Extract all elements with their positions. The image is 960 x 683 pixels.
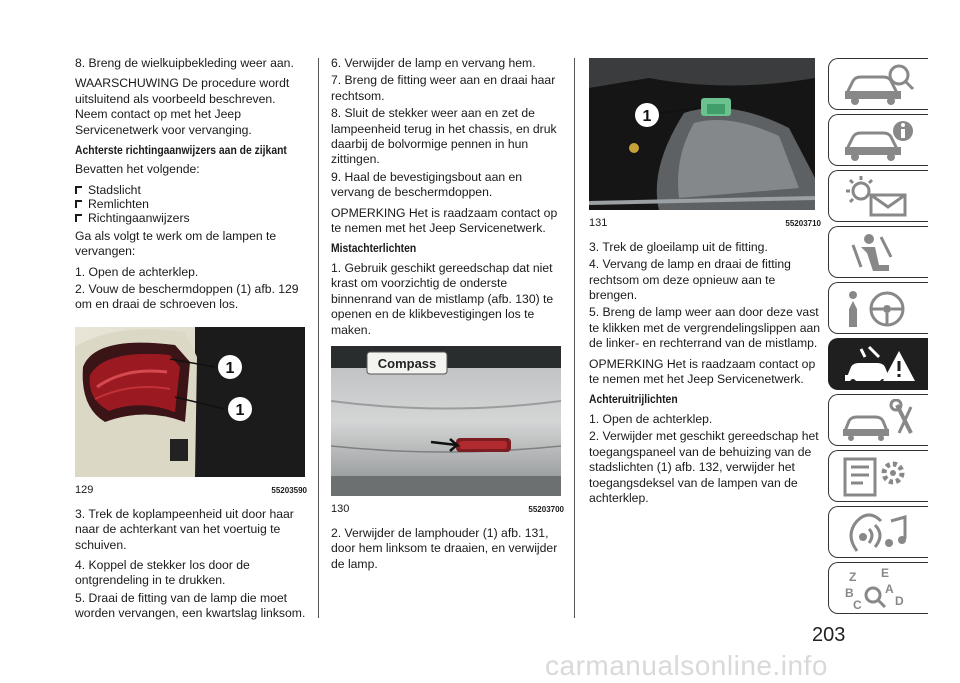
tab-tech-data[interactable]: [828, 450, 928, 502]
intro-text: Bevatten het volgende:: [75, 162, 200, 177]
warning-lights-icon: [839, 175, 919, 219]
step-text: 3. Trek de gloeilamp uit de fitting.: [589, 239, 768, 254]
step-text: 4. Vervang de lamp en draai de fitting rechtsom om deze opnieuw aan te brengen.: [589, 257, 791, 303]
figure-code: 55203590: [271, 486, 307, 496]
tab-warning-lights[interactable]: [828, 170, 928, 222]
list-item: Remlichten: [75, 197, 307, 211]
column-divider: [318, 58, 319, 618]
column-divider: [574, 58, 575, 618]
figure-code: 55203700: [528, 505, 564, 515]
multimedia-icon: [839, 511, 919, 555]
step-text: 6. Verwijder de lamp en vervang hem.: [331, 56, 536, 70]
car-i-icon: [839, 119, 919, 163]
step-text: 5. Breng de lamp weer aan door deze vast te klikken met de vergrendelingslippen aan de linker- en rechterrand van de mistlamp.: [589, 305, 821, 351]
column-3: [589, 58, 821, 511]
index-letter: D: [895, 594, 904, 608]
bullet-icon: [75, 186, 82, 194]
column-2: [331, 56, 564, 577]
emergency-icon: [839, 343, 919, 387]
step-text: 7. Breng de fitting weer aan en draai haar rechtsom.: [331, 73, 556, 103]
step-text: 8. Breng de wielkuipbekleding weer aan.: [75, 56, 294, 70]
step-text: 1. Open de achterklep.: [589, 411, 713, 426]
figure-number: 131: [589, 217, 608, 230]
list-item: Stadslicht: [75, 183, 307, 197]
figure-131: [589, 58, 821, 214]
tab-car-service[interactable]: [828, 394, 928, 446]
step-text: 1. Open de achterklep.: [75, 264, 199, 279]
warning-text: WAARSCHUWING De procedure wordt uitsluitend als voorbeeld beschreven. Neem contact op met het Jeep Servicenetwerk voor vervanging.: [75, 76, 290, 137]
step-text: 3. Trek de koplampeenheid uit door haar naar de achterkant van het voertuig te schuiven.: [75, 506, 294, 552]
callout-label: 1: [235, 401, 245, 419]
figure-129: [75, 327, 307, 481]
index-letter: Z: [849, 570, 857, 584]
tab-car-i[interactable]: [828, 114, 928, 166]
tab-seat-safety[interactable]: [828, 226, 928, 278]
note-text: OPMERKING Het is raadzaam contact op te nemen met het Jeep Servicenetwerk.: [589, 356, 816, 387]
figure-number: 129: [75, 484, 94, 497]
badge-text: Compass: [377, 355, 437, 371]
section-heading: Mistachterlichten: [331, 241, 417, 256]
tab-index[interactable]: [828, 562, 928, 614]
figure-code: 55203710: [785, 219, 821, 229]
step-text: 2. Verwijder de lamphouder (1) afb. 131, door hem linksom te draaien, en verwijder de lamp.: [331, 525, 558, 571]
figure-caption: [75, 483, 307, 498]
watermark: carmanualsonline.info: [545, 650, 828, 681]
callout-label: 1: [642, 108, 652, 125]
step-text: Ga als volgt te werk om de lampen te vervangen:: [75, 228, 277, 259]
figure-caption: [589, 216, 821, 231]
bullet-icon: [75, 200, 82, 208]
tab-car-info[interactable]: [828, 58, 928, 110]
figure-number: 130: [331, 503, 350, 516]
rear-bumper-photo: [331, 346, 561, 496]
index-icon: [839, 567, 919, 611]
column-1: [75, 56, 307, 627]
list-item: Richtingaanwijzers: [75, 211, 307, 225]
step-text: 4. Koppel de stekker los door de ontgrendeling in te drukken.: [75, 557, 250, 588]
tab-steering-controls[interactable]: [828, 282, 928, 334]
step-text: 8. Sluit de stekker weer aan en zet de lampeenheid terug in het chassis, en druk daarbij de bolvormige pennen in hun zittingen.: [331, 106, 557, 167]
seat-safety-icon: [839, 231, 919, 275]
tab-emergency[interactable]: [828, 338, 928, 390]
bullet-icon: [75, 214, 82, 222]
car-service-icon: [839, 399, 919, 443]
step-text: 1. Gebruik geschikt gereedschap dat niet krast om voorzichtig de onderste binnenrand van de mistlamp (afb. 130) te openen en de klikbevestigingen los te maken.: [331, 260, 554, 337]
page-number: 203: [812, 624, 846, 646]
section-heading: Achteruitrijlichten: [589, 392, 678, 407]
rear-lamp-photo: [75, 327, 305, 477]
callout-label: 1: [225, 359, 235, 377]
figure-130: [331, 346, 564, 500]
index-letter: A: [885, 582, 894, 596]
step-text: 2. Verwijder met geschikt gereedschap het toegangspaneel van de behuizing van de stadslichten (1) afb. 132, verwijder het toegangsdeksel van de lampen van de achterklep.: [589, 429, 819, 505]
step-text: 2. Vouw de beschermdoppen (1) afb. 129 om en draai de schroeven los.: [75, 282, 299, 312]
fog-lamp-photo: [589, 58, 815, 210]
steering-controls-icon: [839, 287, 919, 331]
bullet-list: [75, 183, 307, 225]
section-heading: Achterste richtingaanwijzers aan de zijkant: [75, 143, 287, 158]
note-text: OPMERKING Het is raadzaam contact op te nemen met het Jeep Servicenetwerk.: [331, 205, 558, 236]
tab-multimedia[interactable]: [828, 506, 928, 558]
index-letter: E: [881, 567, 890, 580]
car-info-icon: [839, 63, 919, 107]
figure-caption: [331, 502, 564, 517]
index-letter: B: [845, 586, 854, 600]
index-letter: C: [853, 598, 862, 611]
step-text: 9. Haal de bevestigingsbout aan en vervang de beschermdoppen.: [331, 169, 523, 200]
tech-data-icon: [839, 455, 919, 499]
step-text: 5. Draai de fitting van de lamp die moet worden vervangen, een kwartslag linksom.: [75, 590, 306, 621]
